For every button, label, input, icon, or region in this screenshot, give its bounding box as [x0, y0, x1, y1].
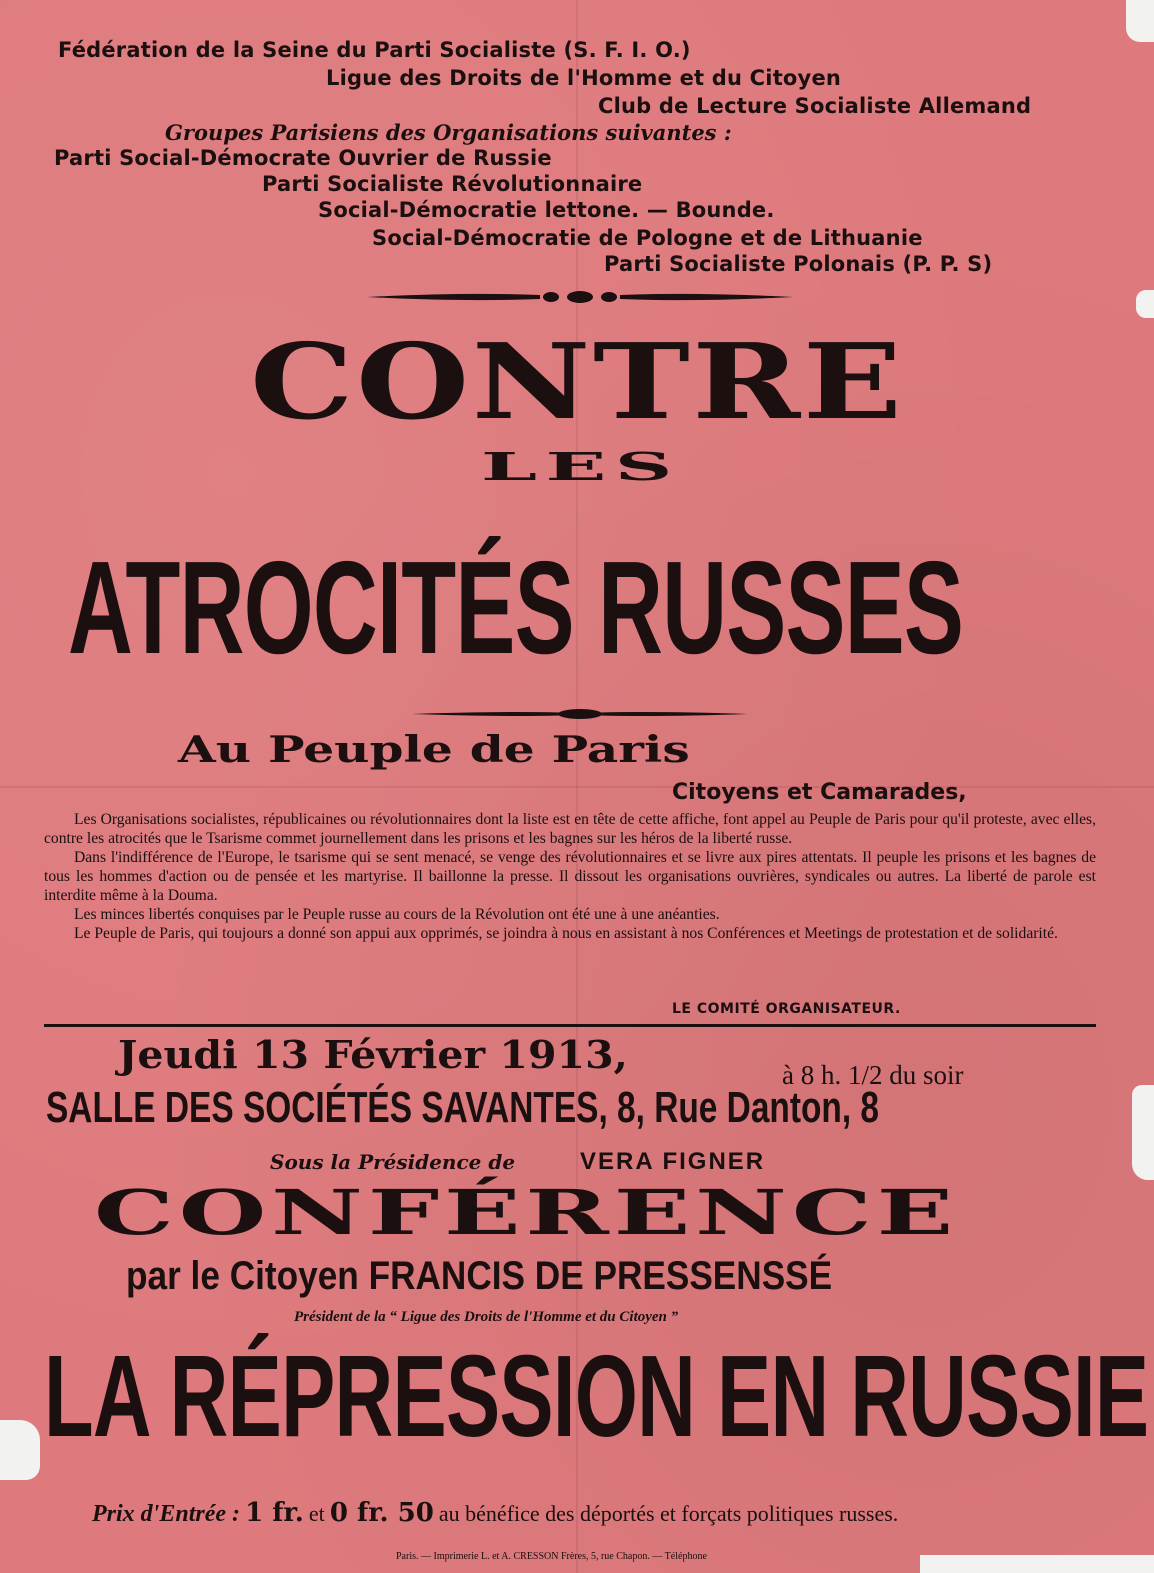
torn-edge-right-lower — [1132, 1085, 1154, 1180]
appeal-paragraph-3: Les minces libertés conquises par le Peuple russe au cours de la Révolution ont été une à une anéanties. — [74, 906, 720, 923]
section-rule — [44, 1024, 1096, 1027]
appeal-salutation: Citoyens et Camarades, — [672, 780, 967, 805]
group-line-4: Social-Démocratie de Pologne et de Lithuanie — [372, 226, 923, 250]
torn-corner-top-right — [1126, 0, 1154, 42]
speaker-prefix: par le Citoyen — [126, 1254, 359, 1298]
group-line-3: Social-Démocratie lettone. — Bounde. — [318, 198, 775, 222]
speaker-line — [126, 1256, 832, 1296]
org-line-club: Club de Lecture Socialiste Allemand — [598, 94, 1032, 118]
appeal-paragraph-2: Dans l'indifférence de l'Europe, le tsarisme qui se sent menacé, se venge des révolutionnaires et se livre aux pires attentats. Il peuple les prisons et les bagnes de tous les hommes d'action ou de pensée et les martyrise. Il baillonne la presse. Il dissout les organisations ouvrières, syndicales ou autres. La liberté de parole est interdite même à la Douma. — [44, 849, 1096, 904]
fold-crease-horizontal — [0, 786, 1154, 788]
group-line-2: Parti Socialiste Révolutionnaire — [262, 172, 643, 196]
committee-signature: LE COMITÉ ORGANISATEUR. — [672, 1001, 901, 1017]
title-les: LES — [481, 444, 681, 489]
speaker-name: FRANCIS DE PRESSENSSÉ — [368, 1254, 833, 1298]
groups-intro: Groupes Parisiens des Organisations suivantes : — [165, 120, 732, 145]
speaker-title: Président de la “ Ligue des Droits de l'Homme et du Citoyen ” — [294, 1309, 679, 1325]
appeal-body — [44, 810, 1096, 943]
appeal-heading: Au Peuple de Paris — [178, 729, 690, 771]
group-line-5: Parti Socialiste Polonais (P. P. S) — [604, 252, 993, 276]
ornament-divider-middle — [410, 706, 750, 722]
torn-edge-right-upper — [1136, 290, 1154, 318]
ornament-divider-top — [365, 286, 795, 308]
conference-topic: LA RÉPRESSION EN RUSSIE — [44, 1331, 1149, 1461]
appeal-paragraph-1: Les Organisations socialistes, républicaines ou révolutionnaires dont la liste est en tête de cette affiche, font appel au Peuple de Paris pour qu'il proteste, avec elles, contre les atrocités que le Tsarisme commet journellement dans les prisons et les bagnes sur les héros de la liberté russe. — [44, 811, 1096, 847]
event-time: à 8 h. 1/2 du soir — [782, 1060, 964, 1090]
appeal-paragraph-4: Le Peuple de Paris, qui toujours a donné son appui aux opprimés, se joindra à nous en assistant à nos Conférences et Meetings de protestation et de solidarité. — [74, 925, 1058, 942]
admission-line — [92, 1500, 898, 1526]
group-line-1: Parti Social-Démocrate Ouvrier de Russie — [54, 146, 552, 170]
torn-edge-left-lower — [0, 1420, 40, 1480]
title-atrocites-russes: ATROCITÉS RUSSES — [68, 534, 964, 681]
admission-price-1: 1 fr. — [245, 1498, 304, 1528]
admission-benefit: au bénéfice des déportés et forçats politiques russes. — [438, 1501, 899, 1526]
conference-title: CONFÉRENCE — [94, 1176, 959, 1249]
admission-conjunction: et — [308, 1501, 325, 1526]
event-venue: SALLE DES SOCIÉTÉS SAVANTES, 8, Rue Danton, 8 — [46, 1083, 880, 1132]
presidency-name: VERA FIGNER — [580, 1148, 766, 1175]
event-date: Jeudi 13 Février 1913, — [118, 1032, 628, 1077]
printer-imprint: Paris. — Imprimerie L. et A. CRESSON Frères, 5, rue Chapon. — Téléphone — [396, 1551, 707, 1562]
torn-edge-bottom — [920, 1555, 1154, 1573]
org-line-ligue: Ligue des Droits de l'Homme et du Citoyen — [326, 66, 842, 90]
presidency-label: Sous la Présidence de — [270, 1150, 516, 1174]
admission-label: Prix d'Entrée : — [92, 1501, 240, 1527]
org-line-sfio: Fédération de la Seine du Parti Socialiste (S. F. I. O.) — [58, 38, 691, 62]
title-contre: CONTRE — [250, 320, 905, 443]
admission-price-2: 0 fr. 50 — [329, 1498, 434, 1528]
